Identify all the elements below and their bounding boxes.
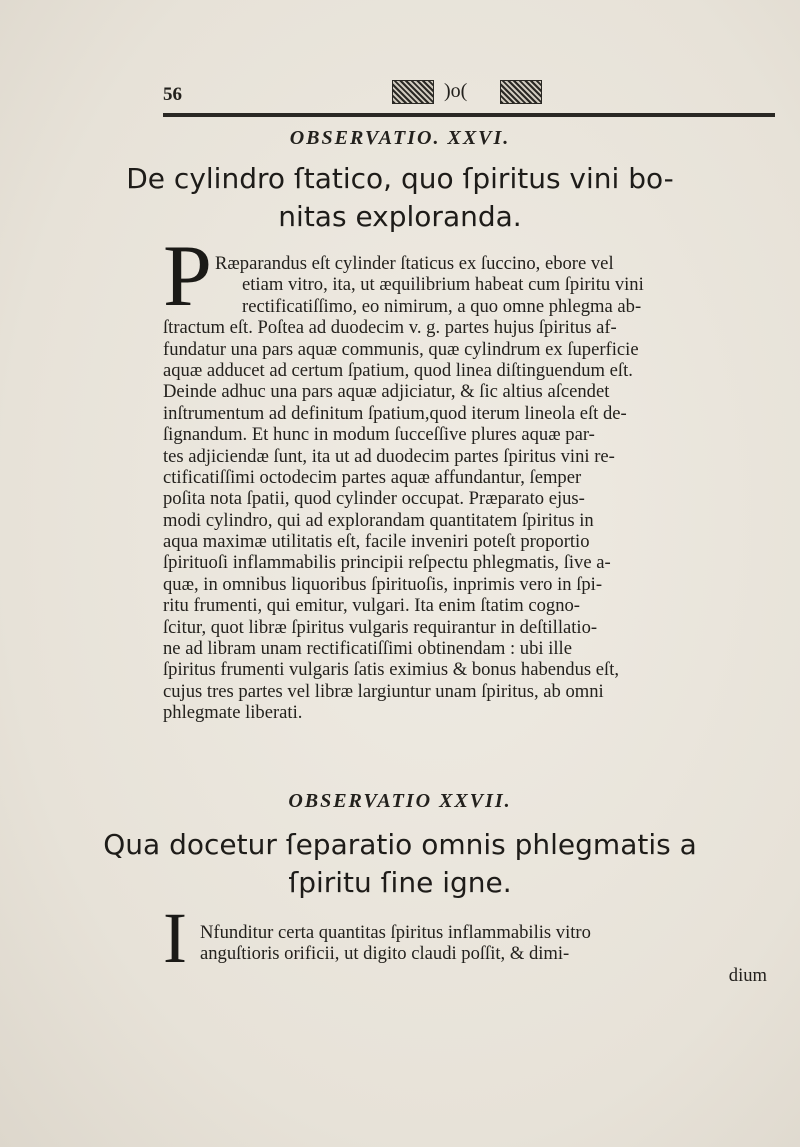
observation-27-heading: OBSERVATIO XXVII. [288, 790, 512, 812]
running-header [0, 80, 800, 110]
text-line: ſignandum. Et hunc in modum ſucceſſive plures aquæ par- [163, 424, 595, 446]
text-line: Nfunditur certa quantitas ſpiritus inflammabilis vitro [200, 922, 591, 943]
ornament-right-icon [500, 80, 542, 104]
text-line: ritu frumenti, qui emitur, vulgari. Ita enim ſtatim cogno- [163, 595, 580, 617]
observation-26-title-line: De cylindro ſtatico, quo ſpiritus vini bo- [126, 162, 674, 195]
page-number: 56 [163, 84, 182, 105]
observation-26-paragraph [163, 253, 771, 724]
text-line: modi cylindro, qui ad explorandam quantitatem ſpiritus in [163, 509, 594, 531]
text-line: ne ad libram unam rectificatiſſimi obtinendam : ubi ille [163, 638, 572, 660]
text-line: tes adjiciendæ ſunt, ita ut ad duodecim partes ſpiritus vini re- [163, 445, 615, 467]
text-line: ſpirituoſi inflammabilis principii reſpectu phlegmatis, ſive a- [163, 552, 611, 574]
observation-26-title [0, 160, 800, 236]
text-line: etiam vitro, ita, ut æquilibrium habeat cum ſpiritu vini [242, 274, 644, 296]
drop-cap-p: P [163, 228, 212, 325]
catchword: dium [728, 964, 767, 986]
text-line: ſcitur, quot libræ ſpiritus vulgaris requirantur in deſtillatio- [163, 616, 598, 638]
text-line: cujus tres partes vel libræ largiuntur unam ſpiritus, ab omni [163, 680, 604, 702]
text-line: ctificatiſſimi octodecim partes aquæ affundantur, ſemper [163, 466, 582, 488]
text-line: aquæ adducet ad certum ſpatium, quod linea diſtinguendum eſt. [163, 359, 633, 381]
text-line: quæ, in omnibus liquoribus ſpirituoſis, inprimis vero in ſpi- [163, 573, 603, 595]
observation-27-paragraph [163, 922, 771, 986]
ornament-left-icon [392, 80, 434, 104]
text-line: phlegmate liberati. [163, 702, 303, 724]
text-line: aqua maximæ utilitatis eſt, facile inveniri poteſt proportio [163, 531, 590, 553]
observation-27-title [0, 826, 800, 902]
text-line: inſtrumentum ad definitum ſpatium,quod iterum lineola eſt de- [163, 402, 627, 424]
text-line: anguſtioris orificii, ut digito claudi poſſit, & dimi- [200, 943, 570, 965]
observation-26-heading: OBSERVATIO. XXVI. [289, 127, 511, 149]
text-line: rectificatiſſimo, eo nimirum, a quo omne phlegma ab- [242, 295, 642, 317]
text-line: Ræparandus eſt cylinder ſtaticus ex ſuccino, ebore vel [215, 253, 614, 274]
observation-26-title-line: nitas exploranda. [278, 200, 522, 233]
text-line: fundatur una pars aquæ communis, quæ cylindrum ex ſuperficie [163, 338, 639, 360]
drop-cap-i: I [163, 898, 187, 978]
text-line: ſtractum eſt. Poſtea ad duodecim v. g. partes hujus ſpiritus af- [163, 317, 617, 339]
observation-27-title-line: Qua docetur ſeparatio omnis phlegmatis a [103, 828, 697, 861]
text-line: Deinde adhuc una pars aquæ adjiciatur, & ſic altius aſcendet [163, 381, 610, 403]
text-line: poſita nota ſpatii, quod cylinder occupat. Præparato ejus- [163, 488, 585, 510]
header-mark: )o( [444, 80, 468, 102]
text-line: ſpiritus frumenti vulgaris ſatis eximius & bonus habendus eſt, [163, 659, 620, 681]
header-rule [163, 113, 775, 117]
observation-27-title-line: ſpiritu ſine igne. [288, 866, 512, 899]
